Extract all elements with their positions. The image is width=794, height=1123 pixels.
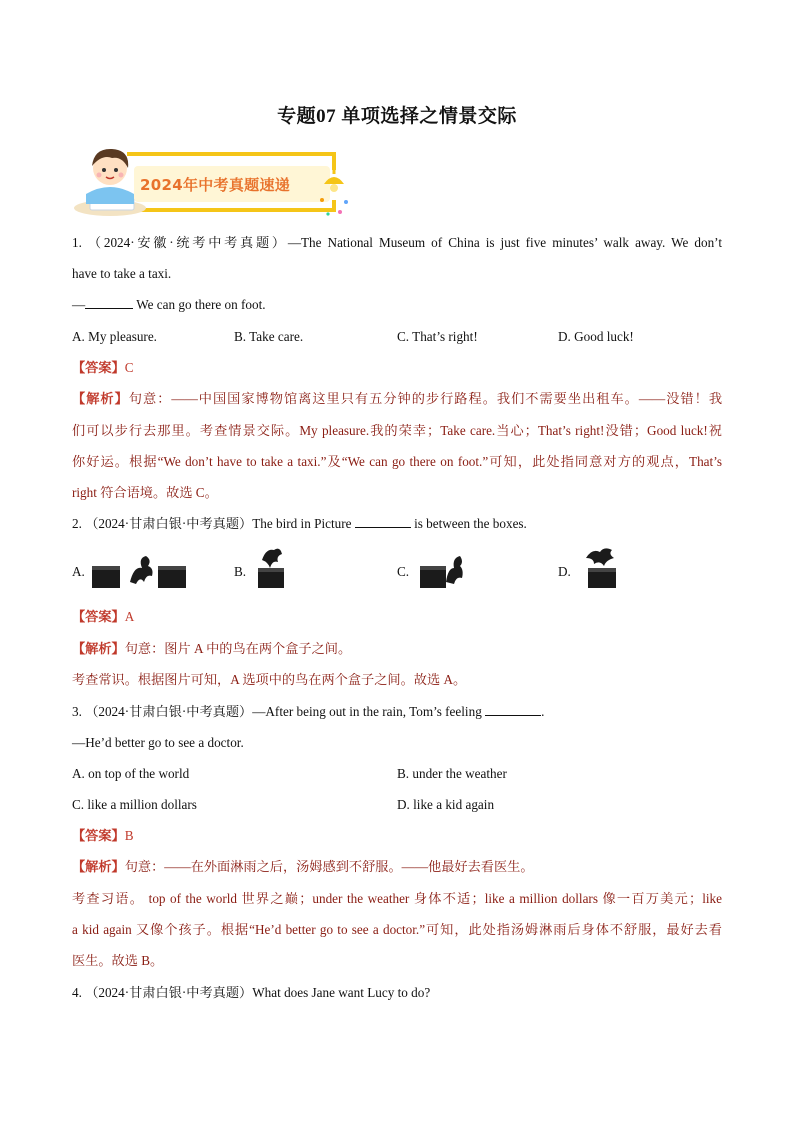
q2-analysis-line-2: 考查常识。根据图片可知，A 选项中的鸟在两个盒子之间。故选 A。 xyxy=(72,672,467,687)
question-2-line-1: 2. （2024·甘肃白银·中考真题）The bird in Picture is between the boxes. xyxy=(72,516,527,531)
page-title: 专题07 单项选择之情景交际 xyxy=(277,106,517,127)
q3-option-a: A. on top of the world xyxy=(72,766,190,781)
q1-option-d: D. Good luck! xyxy=(558,329,634,344)
answer-blank xyxy=(85,295,133,309)
answer-blank xyxy=(485,702,541,716)
q2-option-b-picture xyxy=(252,546,288,590)
answer-blank xyxy=(355,514,411,528)
q1-option-a: A. My pleasure. xyxy=(72,329,157,344)
q2-option-a-picture xyxy=(90,552,188,590)
question-4-line-1: 4. （2024·甘肃白银·中考真题）What does Jane want Lucy to do? xyxy=(72,985,431,1000)
q2-analysis-line-1: 【解析】句意：图片 A 中的鸟在两个盒子之间。 xyxy=(72,641,352,656)
q1-option-c: C. That’s right! xyxy=(397,329,478,344)
q3-analysis-line-3: a kid again 又像个孩子。根据“He’d better go to see a doctor.”可知，此处指汤姆淋雨后身体不舒服，最好去看 xyxy=(72,922,722,937)
q1-answer: 【答案】C xyxy=(72,360,134,375)
q3-option-c: C. like a million dollars xyxy=(72,797,197,812)
q2-option-a-label: A. xyxy=(72,564,85,579)
q2-option-d-picture xyxy=(580,546,620,590)
q1-analysis-line-4: right 符合语境。故选 C。 xyxy=(72,485,218,500)
q1-analysis-line-1: 【解析】句意：——中国国家博物馆离这里只有五分钟的步行路程。我们不需要坐出租车。——没错！我 xyxy=(72,391,723,406)
question-1-line-1: 1. （2024·安徽·统考中考真题）—The National Museum of China is just five minutes’ walk away. We don’t xyxy=(72,235,722,250)
q2-answer: 【答案】A xyxy=(72,609,135,624)
bird-icon xyxy=(446,556,463,584)
q1-analysis-line-2: 们可以步行去那里。考查情景交际。My pleasure.我的荣幸；Take care.当心；That’s right!没错；Good luck!祝 xyxy=(72,423,722,438)
q3-analysis-line-4: 医生。故选 B。 xyxy=(72,953,164,968)
banner-label: 2024年中考真题速递 xyxy=(140,176,291,194)
question-1-line-2: have to take a taxi. xyxy=(72,266,172,281)
q3-analysis-line-2: 考查习语。 top of the world 世界之巅；under the weather 身体不适；like a million dollars 像一百万美元；like xyxy=(72,891,722,906)
question-1-line-3: — We can go there on foot. xyxy=(72,297,266,312)
question-3-line-1: 3. （2024·甘肃白银·中考真题）—After being out in the rain, Tom’s feeling . xyxy=(72,704,545,719)
bird-icon xyxy=(130,556,153,584)
q2-option-c-picture xyxy=(418,548,466,590)
bird-icon xyxy=(262,549,282,568)
q3-answer: 【答案】B xyxy=(72,828,134,843)
question-3-line-2: —He’d better go to see a doctor. xyxy=(72,735,244,750)
q3-analysis-line-1: 【解析】句意：——在外面淋雨之后，汤姆感到不舒服。——他最好去看医生。 xyxy=(72,859,534,874)
q2-option-c-label: C. xyxy=(397,564,410,579)
q3-option-d: D. like a kid again xyxy=(397,797,495,812)
q1-analysis-line-3: 你好运。根据“We don’t have to take a taxi.”及“We can go there on foot.”可知，此处指同意对方的观点，That’s xyxy=(72,454,722,469)
q3-option-b: B. under the weather xyxy=(397,766,507,781)
bird-icon xyxy=(586,548,614,566)
q1-option-b: B. Take care. xyxy=(234,329,304,344)
q2-option-b-label: B. xyxy=(234,564,247,579)
q2-option-d-label: D. xyxy=(558,564,571,579)
